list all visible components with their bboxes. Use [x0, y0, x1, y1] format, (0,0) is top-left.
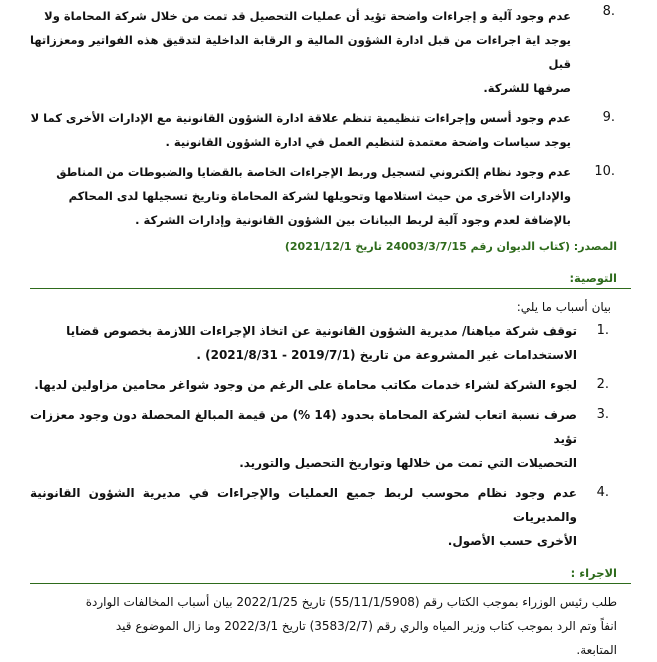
recommendation-line: صرف نسبة اتعاب لشركة المحاماة بحدود (14 %) من قيمة المبالغ المحصلة دون وجود معززات تؤيد: [30, 408, 577, 446]
procedure-heading: [30, 563, 637, 583]
recommendation-line: الاستخدامات غير المشروعة من تاريخ (2019/7/1 - 2021/8/31) .: [196, 348, 577, 362]
heading-divider: [30, 583, 631, 584]
source-citation: المصدر: (كتاب الديوان رقم 24003/3/7/15 تاريخ 2021/12/1): [284, 240, 617, 253]
finding-line: عدم وجود أسس وإجراءات تنظيمية تنظم علاقة ادارة الشؤون القانونية مع الإدارات الأخرى كما لا: [30, 111, 571, 125]
recommendation-line: توقف شركة مياهنا/ مديرية الشؤون القانونية عن اتخاذ الإجراءات اللازمة بخصوص قضايا: [66, 324, 577, 338]
finding-line: صرفها للشركة.: [483, 81, 571, 95]
procedure-heading-label: الاجراء :: [570, 566, 617, 580]
heading-divider: [30, 288, 631, 289]
finding-line: يوجد اية اجراءات من قبل ادارة الشؤون المالية و الرقابة الداخلية لتدقيق هذه الفواتير ومعززاتها قبل: [30, 33, 571, 71]
recommendation-item: [30, 403, 637, 475]
recommendation-line: الأخرى حسب الأصول.: [447, 534, 577, 548]
finding-line: يوجد سياسات واضحة معتمدة لتنظيم العمل في ادارة الشؤون القانونية .: [165, 135, 571, 149]
finding-item: [30, 106, 637, 154]
recommendation-item: [30, 319, 637, 367]
procedure-line: المتابعة.: [576, 643, 617, 657]
finding-number: 9.: [602, 110, 615, 125]
recommendation-number: 2.: [596, 377, 609, 392]
finding-number: 8.: [602, 4, 615, 19]
finding-line: عدم وجود آلية و إجراءات واضحة تؤيد أن عمليات التحصيل قد تمت من خلال شركة المحاماة ولا: [44, 9, 571, 23]
recommendation-line: التحصيلات التي تمت من خلالها وتواريخ التحصيل والتوريد.: [239, 456, 577, 470]
finding-item: [30, 0, 637, 100]
recommendation-intro: بيان أسباب ما يلي:: [516, 300, 611, 314]
recommendation-number: 4.: [596, 485, 609, 500]
recommendation-line: لجوء الشركة لشراء خدمات مكاتب محاماة على الرغم من وجود شواغر محامين مزاولين لديها.: [34, 378, 577, 392]
procedure-text: [30, 590, 637, 662]
recommendation-heading-label: التوصية:: [569, 271, 617, 285]
recommendation-item: [30, 373, 637, 397]
finding-line: والإدارات الأخرى من حيث استلامها وتحويلها لشركة المحاماة وتاريخ تسجيلها لدى المحاكم: [68, 189, 571, 203]
finding-item: [30, 160, 637, 232]
recommendation-number: 3.: [596, 407, 609, 422]
finding-line: عدم وجود نظام إلكتروني لتسجيل وربط الإجراءات الخاصة بالقضايا والضبوطات من المناطق: [56, 165, 571, 179]
recommendation-number: 1.: [596, 323, 609, 338]
procedure-line: انفاً وتم الرد بموجب كتاب وزير المياه والري رقم (3583/2/7) تاريخ 2022/3/1 وما زال الموضوع قيد: [115, 619, 617, 633]
recommendation-line: عدم وجود نظام محوسب لربط جميع العمليات والإجراءات في مديرية الشؤون القانونية والمديريات: [30, 486, 577, 524]
procedure-line: طلب رئيس الوزراء بموجب الكتاب رقم (55/11/1/5908) تاريخ 2022/1/25 بيان أسباب المخالفات الواردة: [85, 595, 617, 609]
recommendation-heading: [30, 268, 637, 288]
recommendation-item: [30, 481, 637, 553]
finding-number: 10.: [594, 164, 615, 179]
finding-line: بالإضافة لعدم وجود آلية لربط البيانات بين الشؤون القانونية وإدارات الشركة .: [135, 213, 571, 227]
